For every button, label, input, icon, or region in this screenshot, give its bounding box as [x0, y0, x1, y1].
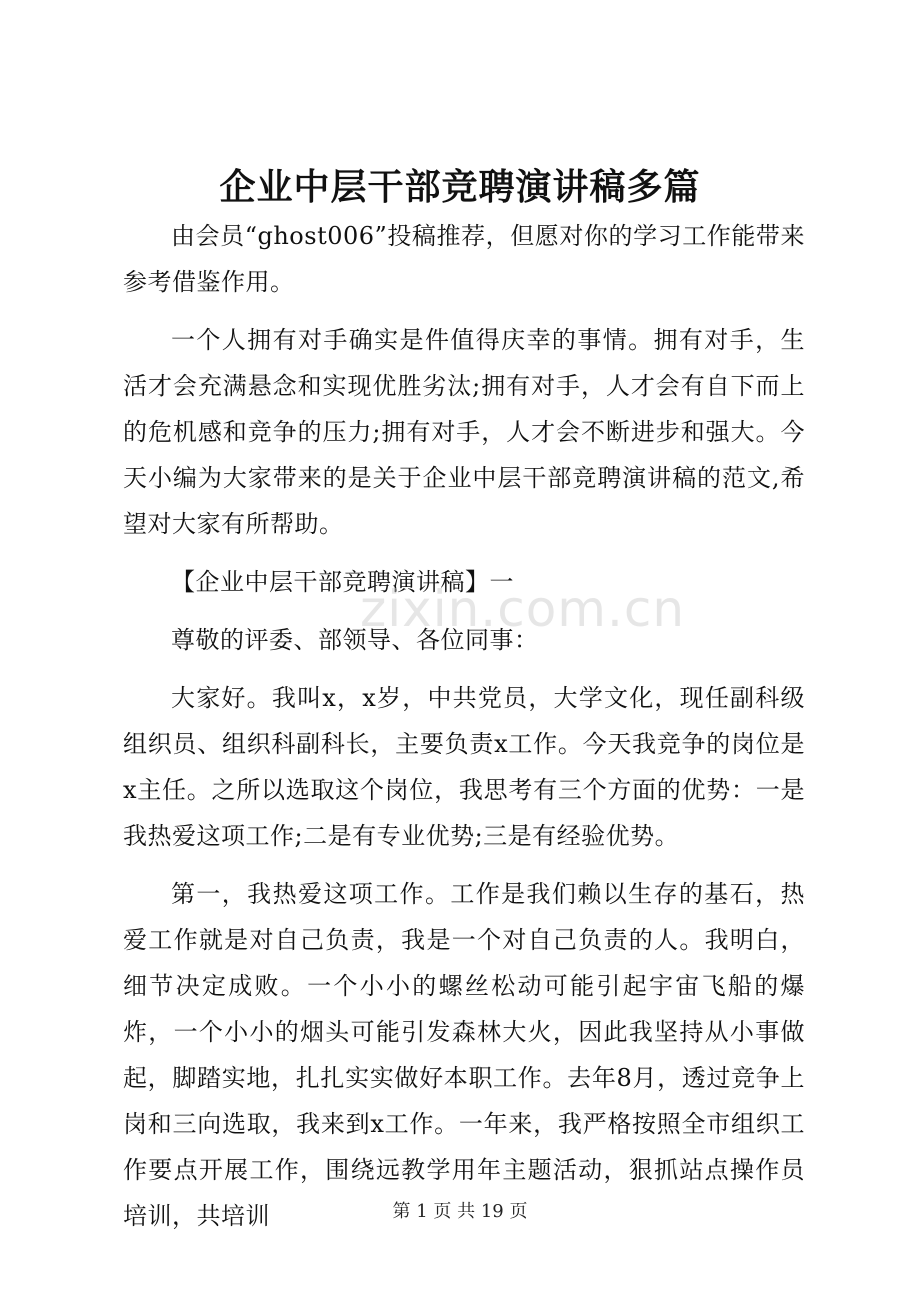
- document-body: [123, 213, 805, 1249]
- page-footer: 第 1 页 共 19 页: [392, 1201, 528, 1222]
- paragraph-self-introduction: 大家好。我叫x，x岁，中共党员，大学文化，现任副科级组织员、组织科副科长，主要负责x工作。今天我竞争的岗位是x主任。之所以选取这个岗位，我思考有三个方面的优势：一是我热爱这项工作;二是有专业优势;三是有经验优势。: [123, 684, 805, 850]
- paragraph-intro: 由会员“ghost006”投稿推荐，但愿对你的学习工作能带来参考借鉴作用。: [123, 222, 805, 296]
- paragraph-section-heading: 【企业中层干部竞聘演讲稿】一: [171, 568, 514, 596]
- paragraph-salutation: 尊敬的评委、部领导、各位同事：: [171, 626, 539, 654]
- document-title: 企业中层干部竞聘演讲稿多篇: [219, 166, 701, 208]
- paragraph-first-point: 第一，我热爱这项工作。工作是我们赖以生存的基石，热爱工作就是对自己负责，我是一个对自己负责的人。我明白，细节决定成败。一个小小的螺丝松动可能引起宇宙飞船的爆炸，一个小小的烟头可能引发森林大火，因此我坚持从小事做起，脚踏实地，扎扎实实做好本职工作。去年8月，透过竞争上岗和三向选取，我来到x工作。一年来，我严格按照全市组织工作要点开展工作，围绕远教学用年主题活动，狠抓站点操作员培训，共培训: [123, 880, 805, 1230]
- watermark: zixin.com.cn: [360, 580, 686, 638]
- paragraph-preface: 一个人拥有对手确实是件值得庆幸的事情。拥有对手，生活才会充满悬念和实现优胜劣汰;拥有对手，人才会有自下而上的危机感和竞争的压力;拥有对手，人才会不断进步和强大。今天小编为大家带来的是关于企业中层干部竞聘演讲稿的范文,希望对大家有所帮助。: [123, 326, 805, 538]
